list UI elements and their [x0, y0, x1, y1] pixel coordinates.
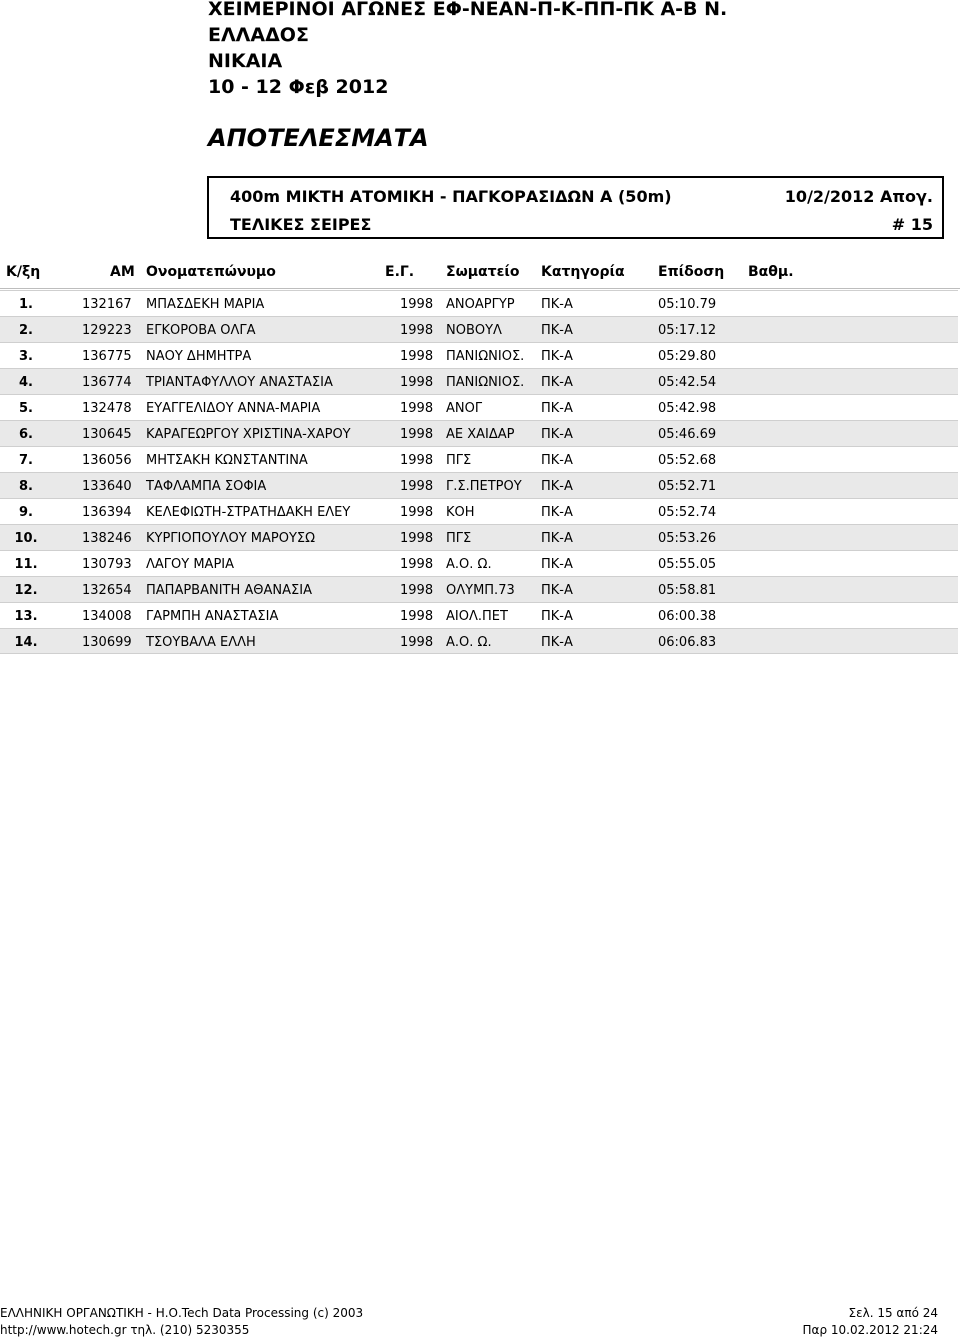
category-cell: ΠΚ-Α [541, 375, 573, 390]
meet-title-line-1: ΧΕΙΜΕΡΙΝΟΙ ΑΓΩΝΕΣ ΕΦ-ΝΕΑΝ-Π-Κ-ΠΠ-ΠΚ Α-Β Ν. [208, 0, 728, 20]
col-header-am: ΑΜ [110, 264, 135, 280]
birth-year-cell: 1998 [400, 401, 434, 416]
performance-cell: 05:42.98 [658, 401, 717, 416]
category-cell: ΠΚ-Α [541, 505, 573, 520]
rank-cell: 14. [14, 635, 38, 650]
birth-year-cell: 1998 [400, 635, 434, 650]
performance-cell: 05:53.26 [658, 531, 717, 546]
rank-cell: 7. [19, 453, 33, 468]
athlete-name-cell: ΜΠΑΣΔΕΚΗ ΜΑΡΙΑ [146, 297, 265, 312]
performance-cell: 05:55.05 [658, 557, 717, 572]
birth-year-cell: 1998 [400, 531, 434, 546]
performance-cell: 05:42.54 [658, 375, 717, 390]
footer-company: ΕΛΛΗΝΙΚΗ ΟΡΓΑΝΩΤΙΚΗ - Η.Ο.Tech Data Processing (c) 2003 [0, 1306, 364, 1320]
athlete-name-cell: ΤΑΦΛΑΜΠΑ ΣΟΦΙΑ [146, 479, 267, 494]
club-cell: ΑΙΟΛ.ΠΕΤ [446, 609, 508, 624]
category-cell: ΠΚ-Α [541, 531, 573, 546]
col-header-points: Βαθμ. [748, 264, 794, 280]
am-cell: 138246 [82, 531, 132, 546]
category-cell: ΠΚ-Α [541, 609, 573, 624]
athlete-name-cell: ΠΑΠΑΡΒΑΝΙΤΗ ΑΘΑΝΑΣΙΑ [146, 583, 312, 598]
footer-timestamp: Παρ 10.02.2012 21:24 [802, 1323, 938, 1337]
event-name: 400m ΜΙΚΤΗ ΑΤΟΜΙΚΗ - ΠΑΓΚΟΡΑΣΙΔΩΝ Α (50m) [230, 187, 672, 206]
club-cell: ΑΝΟΓ [446, 401, 483, 416]
birth-year-cell: 1998 [400, 583, 434, 598]
rank-cell: 4. [19, 375, 33, 390]
meet-title-line-2: ΕΛΛΑΔΟΣ [208, 24, 309, 46]
rank-cell: 5. [19, 401, 33, 416]
club-cell: Γ.Σ.ΠΕΤΡΟΥ [446, 479, 522, 494]
athlete-name-cell: ΜΗΤΣΑΚΗ ΚΩΝΣΤΑΝΤΙΝΑ [146, 453, 308, 468]
athlete-name-cell: ΕΥΑΓΓΕΛΙΔΟΥ ΑΝΝΑ-ΜΑΡΙΑ [146, 401, 321, 416]
table-row [0, 628, 958, 654]
athlete-name-cell: ΓΑΡΜΠΗ ΑΝΑΣΤΑΣΙΑ [146, 609, 279, 624]
col-header-year: Ε.Γ. [385, 264, 415, 280]
table-row [0, 368, 958, 394]
table-row [0, 472, 958, 498]
club-cell: ΚΟΗ [446, 505, 475, 520]
rank-cell: 8. [19, 479, 33, 494]
col-header-performance: Επίδοση [658, 264, 725, 280]
category-cell: ΠΚ-Α [541, 349, 573, 364]
athlete-name-cell: ΤΣΟΥΒΑΛΑ ΕΛΛΗ [146, 635, 256, 650]
birth-year-cell: 1998 [400, 505, 434, 520]
club-cell: ΑΝΟΑΡΓΥΡ [446, 297, 515, 312]
performance-cell: 05:10.79 [658, 297, 717, 312]
footer-contact: http://www.hotech.gr τηλ. (210) 5230355 [0, 1323, 250, 1337]
am-cell: 136775 [82, 349, 132, 364]
table-row [0, 316, 958, 342]
performance-cell: 05:46.69 [658, 427, 717, 442]
athlete-name-cell: ΛΑΓΟΥ ΜΑΡΙΑ [146, 557, 235, 572]
birth-year-cell: 1998 [400, 479, 434, 494]
rank-cell: 9. [19, 505, 33, 520]
category-cell: ΠΚ-Α [541, 557, 573, 572]
rank-cell: 6. [19, 427, 33, 442]
club-cell: ΠΑΝΙΩΝΙΟΣ. [446, 375, 525, 390]
am-cell: 133640 [82, 479, 132, 494]
performance-cell: 05:58.81 [658, 583, 717, 598]
table-row [0, 290, 958, 316]
table-row [0, 524, 958, 550]
meet-dates: 10 - 12 Φεβ 2012 [208, 76, 389, 98]
category-cell: ΠΚ-Α [541, 635, 573, 650]
club-cell: ΝΟΒΟΥΛ [446, 323, 502, 338]
event-phase: ΤΕΛΙΚΕΣ ΣΕΙΡΕΣ [230, 215, 372, 234]
col-header-club: Σωματείο [446, 264, 520, 280]
performance-cell: 05:17.12 [658, 323, 717, 338]
table-row [0, 550, 958, 576]
performance-cell: 06:00.38 [658, 609, 717, 624]
athlete-name-cell: ΤΡΙΑΝΤΑΦΥΛΛΟΥ ΑΝΑΣΤΑΣΙΑ [146, 375, 333, 390]
col-header-rank: Κ/ξη [6, 264, 41, 280]
category-cell: ΠΚ-Α [541, 297, 573, 312]
performance-cell: 05:52.68 [658, 453, 717, 468]
birth-year-cell: 1998 [400, 323, 434, 338]
results-title: ΑΠΟΤΕΛΕΣΜΑΤΑ [208, 124, 429, 152]
performance-cell: 05:52.71 [658, 479, 717, 494]
am-cell: 134008 [82, 609, 132, 624]
table-row [0, 498, 958, 524]
athlete-name-cell: ΚΑΡΑΓΕΩΡΓΟΥ ΧΡΙΣΤΙΝΑ-ΧΑΡΟΥ [146, 427, 351, 442]
club-cell: ΠΓΣ [446, 453, 472, 468]
table-row [0, 394, 958, 420]
birth-year-cell: 1998 [400, 557, 434, 572]
table-row [0, 342, 958, 368]
table-row [0, 602, 958, 628]
performance-cell: 06:06.83 [658, 635, 717, 650]
category-cell: ΠΚ-Α [541, 427, 573, 442]
header-rule [0, 288, 960, 289]
rank-cell: 12. [14, 583, 38, 598]
rank-cell: 1. [19, 297, 33, 312]
event-number: # 15 [891, 215, 933, 234]
category-cell: ΠΚ-Α [541, 583, 573, 598]
am-cell: 132167 [82, 297, 132, 312]
am-cell: 130699 [82, 635, 132, 650]
rank-cell: 10. [14, 531, 38, 546]
birth-year-cell: 1998 [400, 297, 434, 312]
performance-cell: 05:52.74 [658, 505, 717, 520]
club-cell: Α.Ο. Ω. [446, 635, 492, 650]
am-cell: 132654 [82, 583, 132, 598]
birth-year-cell: 1998 [400, 609, 434, 624]
club-cell: ΑΕ ΧΑΙΔΑΡ [446, 427, 515, 442]
athlete-name-cell: ΝΑΟΥ ΔΗΜΗΤΡΑ [146, 349, 252, 364]
rank-cell: 11. [14, 557, 38, 572]
am-cell: 132478 [82, 401, 132, 416]
birth-year-cell: 1998 [400, 375, 434, 390]
am-cell: 129223 [82, 323, 132, 338]
club-cell: ΠΑΝΙΩΝΙΟΣ. [446, 349, 525, 364]
meet-venue: ΝΙΚΑΙΑ [208, 50, 283, 72]
category-cell: ΠΚ-Α [541, 453, 573, 468]
club-cell: ΠΓΣ [446, 531, 472, 546]
am-cell: 136056 [82, 453, 132, 468]
event-info-box [207, 176, 944, 239]
event-date: 10/2/2012 Απογ. [784, 187, 933, 206]
category-cell: ΠΚ-Α [541, 401, 573, 416]
rank-cell: 2. [19, 323, 33, 338]
am-cell: 130793 [82, 557, 132, 572]
birth-year-cell: 1998 [400, 427, 434, 442]
performance-cell: 05:29.80 [658, 349, 717, 364]
category-cell: ΠΚ-Α [541, 323, 573, 338]
club-cell: Α.Ο. Ω. [446, 557, 492, 572]
athlete-name-cell: ΕΓΚΟΡΟΒΑ ΟΛΓΑ [146, 323, 256, 338]
athlete-name-cell: ΚΕΛΕΦΙΩΤΗ-ΣΤΡΑΤΗΔΑΚΗ ΕΛΕΥ [146, 505, 351, 520]
table-row [0, 446, 958, 472]
rank-cell: 13. [14, 609, 38, 624]
athlete-name-cell: ΚΥΡΓΙΟΠΟΥΛΟΥ ΜΑΡΟΥΣΩ [146, 531, 316, 546]
birth-year-cell: 1998 [400, 453, 434, 468]
category-cell: ΠΚ-Α [541, 479, 573, 494]
am-cell: 130645 [82, 427, 132, 442]
am-cell: 136774 [82, 375, 132, 390]
table-row [0, 576, 958, 602]
col-header-name: Ονοματεπώνυμο [146, 264, 276, 280]
col-header-category: Κατηγορία [541, 264, 625, 280]
birth-year-cell: 1998 [400, 349, 434, 364]
rank-cell: 3. [19, 349, 33, 364]
table-row [0, 420, 958, 446]
club-cell: ΟΛΥΜΠ.73 [446, 583, 515, 598]
am-cell: 136394 [82, 505, 132, 520]
footer-page: Σελ. 15 από 24 [848, 1306, 938, 1320]
results-table [0, 290, 960, 654]
